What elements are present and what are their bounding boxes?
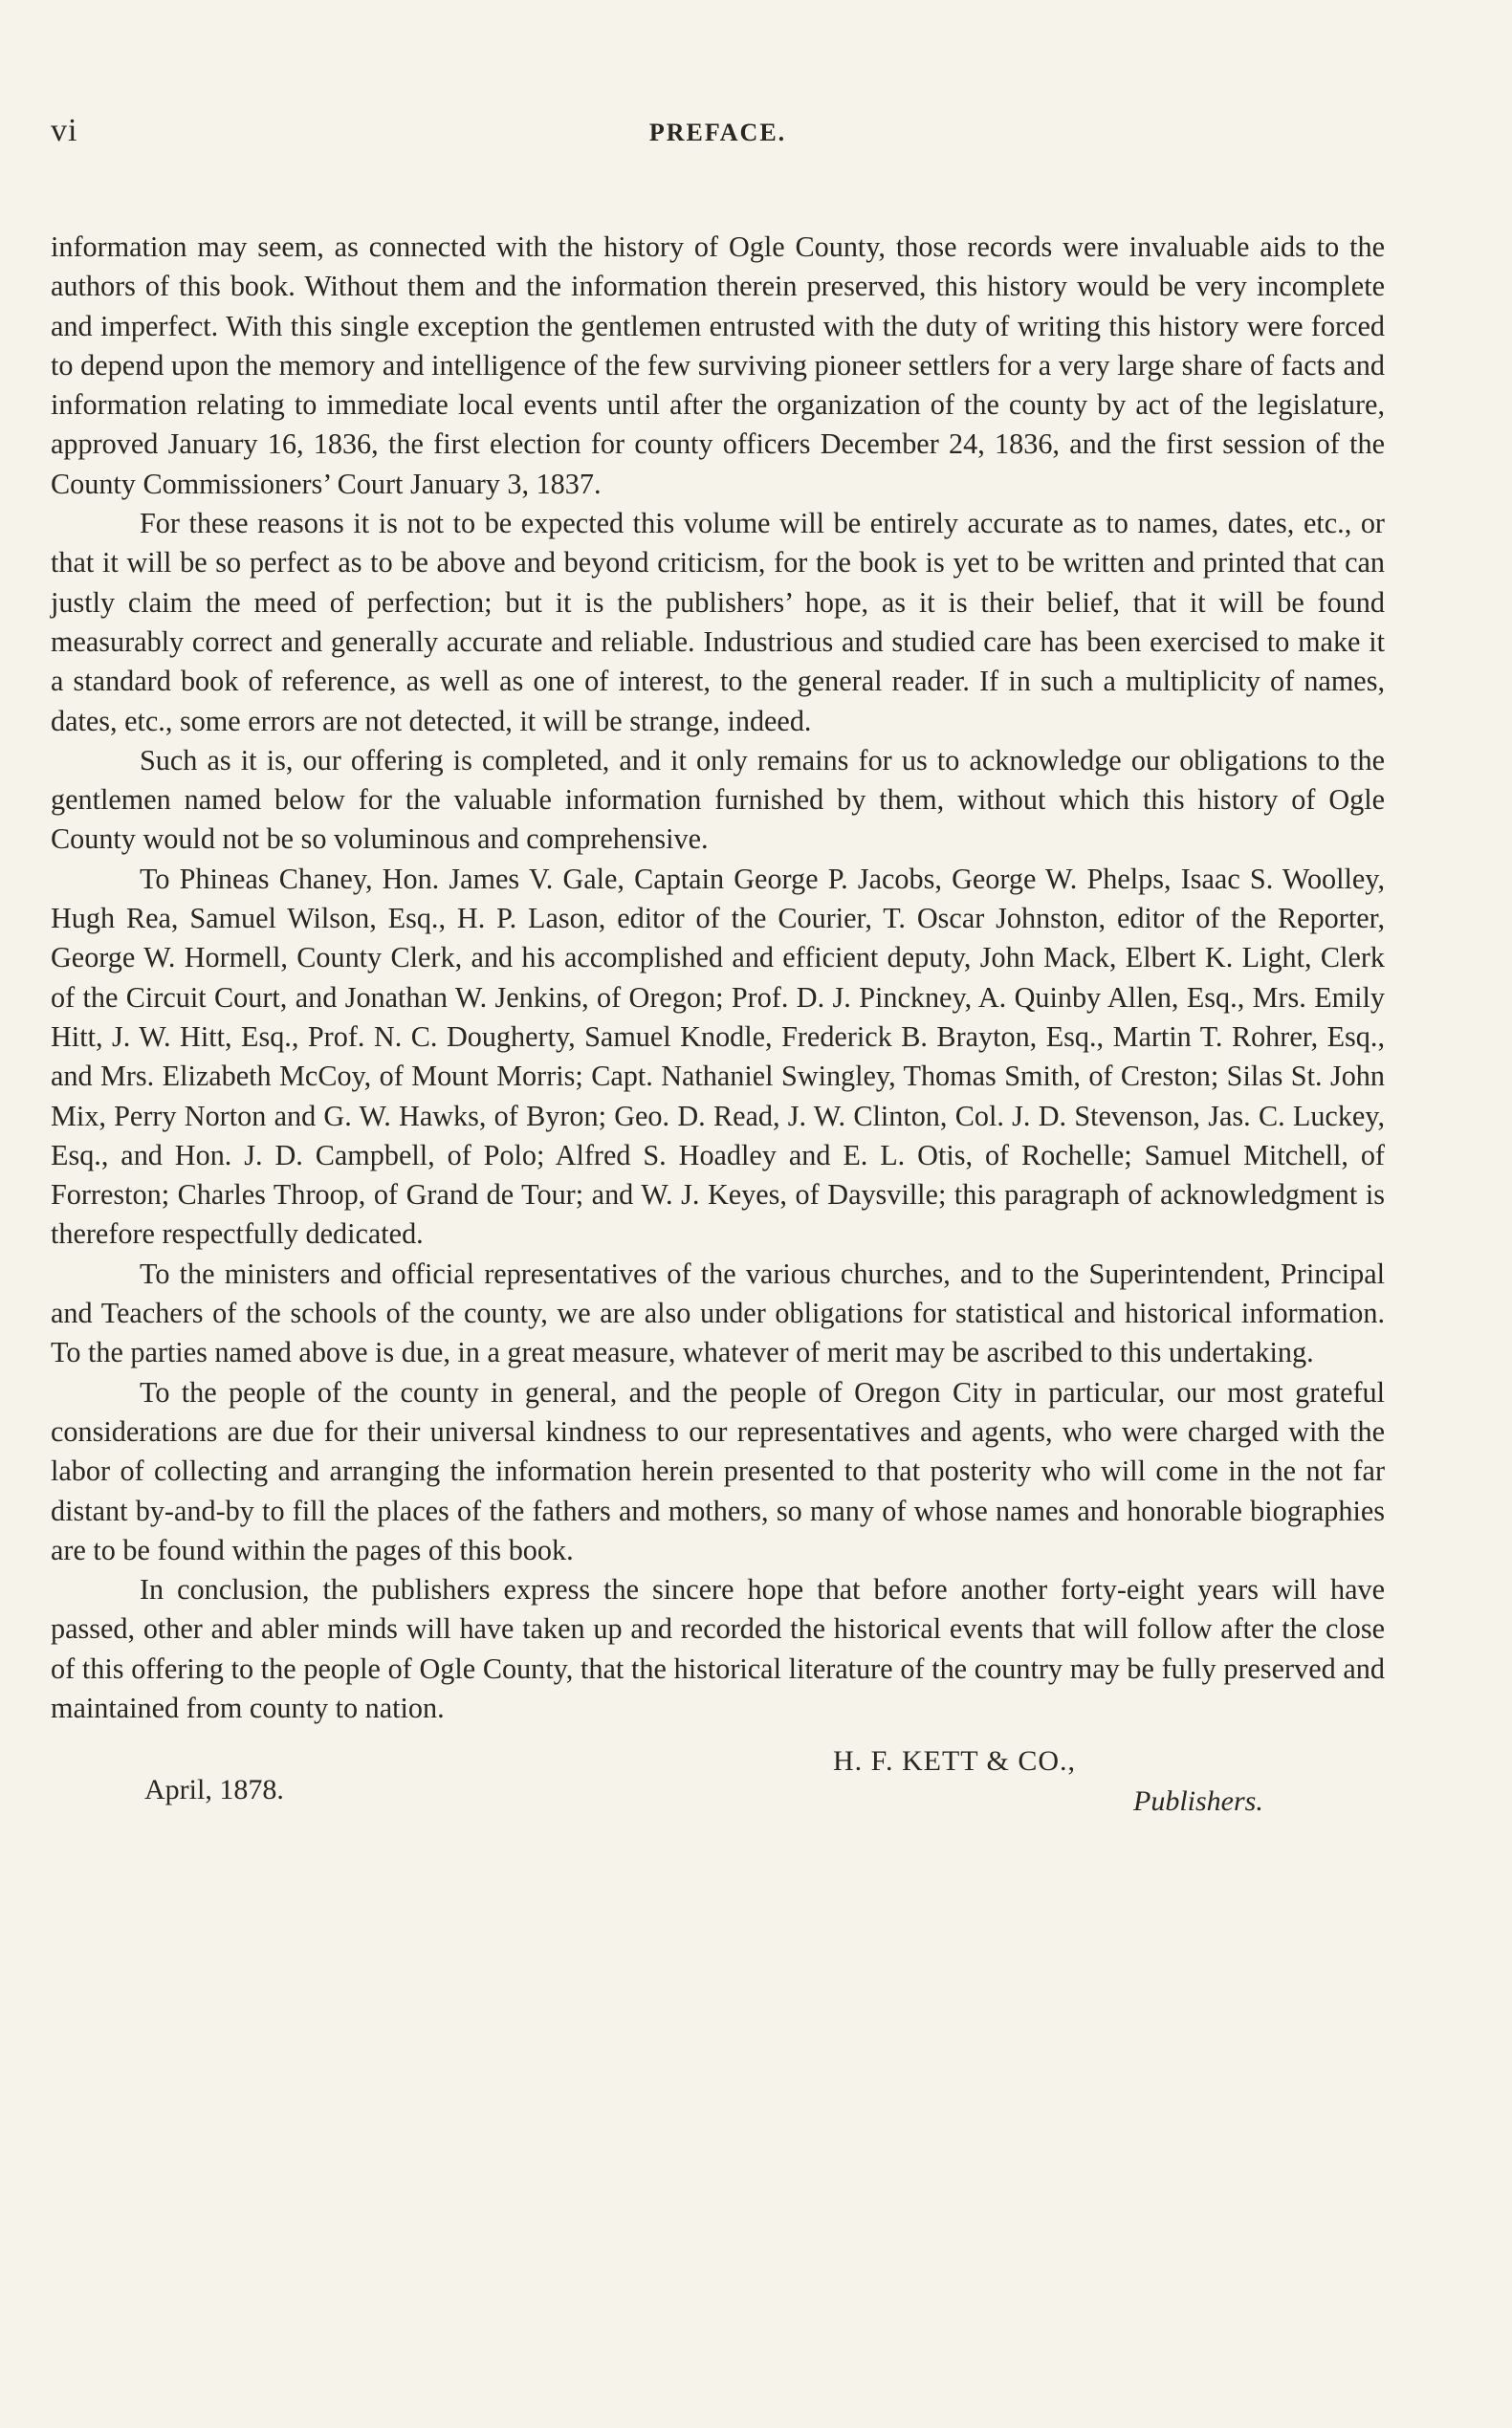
- paragraph-acknowledgments: To Phineas Chaney, Hon. James V. Gale, Captain George P. Jacobs, George W. Phelps, Isaac S. Woolley, Hugh Rea, Samuel Wilson, Esq., H. P. Lason, editor of the Courier, T. Oscar Johnston, editor of the Reporter, George W. Hormell, County Clerk, and his accomplished and efficient deputy, John Mack, Elbert K. Light, Clerk of the Circuit Court, and Jonathan W. Jenkins, of Oregon; Prof. D. J. Pinckney, A. Quinby Allen, Esq., Mrs. Emily Hitt, J. W. Hitt, Esq., Prof. N. C. Dougherty, Samuel Knodle, Frederick B. Brayton, Esq., Martin T. Rohrer, Esq., and Mrs. Elizabeth McCoy, of Mount Morris; Capt. Nathaniel Swingley, Thomas Smith, of Creston; Silas St. John Mix, Perry Norton and G. W. Hawks, of Byron; Geo. D. Read, J. W. Clinton, Col. J. D. Stevenson, Jas. C. Luckey, Esq., and Hon. J. D. Campbell, of Polo; Alfred S. Hoadley and E. L. Otis, of Rochelle; Samuel Mitchell, of Forreston; Charles Throop, of Grand de Tour; and W. J. Keyes, of Daysville; this paragraph of acknowledgment is therefore respectfully dedicated.: [51, 862, 1385, 1251]
- page-body: [51, 228, 1385, 1728]
- paragraph-1: information may seem, as connected with the history of Ogle County, those records were invaluable aids to the authors of this book. Without them and the information therein preserved, this history would be very incomplete and imperfect. With this single exception the gentlemen entrusted with the duty of writing this history were forced to depend upon the memory and intelligence of the few surviving pioneer settlers for a very large share of facts and information relating to immediate local events until after the organization of the county by act of the legislature, approved January 16, 1836, the first election for county officers December 24, 1836, and the first session of the County Commissioners’ Court January 3, 1837.: [51, 230, 1385, 500]
- publisher-name: H. F. KETT & CO.,: [833, 1745, 1077, 1778]
- paragraph-2: For these reasons it is not to be expected this volume will be entirely accurate as to names, dates, etc., or that it will be so perfect as to be above and beyond criticism, for the book is yet to be written and printed that can justly claim the meed of perfection; but it is the publishers’ hope, as it is their belief, that it will be found measurably correct and generally accurate and reliable. Industrious and studied care has been exercised to make it a standard book of reference, as well as one of interest, to the general reader. If in such a multiplicity of names, dates, etc., some errors are not detected, it will be strange, indeed.: [51, 507, 1385, 737]
- publisher-role: Publishers.: [1133, 1785, 1263, 1818]
- paragraph-6: To the people of the county in general, and the people of Oregon City in particular, our most grateful considerations are due for their universal kindness to our representatives and agents, who were charged with the labor of collecting and arranging the information herein presented to that posterity who will come in the not far distant by-and-by to fill the places of the fathers and mothers, so many of whose names and honorable biographies are to be found within the pages of this book.: [51, 1375, 1385, 1566]
- page-number: vi: [51, 113, 78, 148]
- book-page: [51, 105, 1385, 1860]
- paragraph-5: To the ministers and official representatives of the various churches, and to the Superintendent, Principal and Teachers of the schools of the county, we are also under obligations for statistical and historical information. To the parties named above is due, in a great measure, whatever of merit may be ascribed to this undertaking.: [51, 1257, 1385, 1369]
- signature-block: [51, 1745, 1385, 1860]
- paragraph-3: Such as it is, our offering is completed, and it only remains for us to acknowledge our obligations to the gentlemen named below for the valuable information furnished by them, without which this history of Ogle County would not be so voluminous and comprehensive.: [51, 743, 1385, 856]
- running-title: PREFACE.: [648, 119, 787, 146]
- paragraph-conclusion: In conclusion, the publishers express the sincere hope that before another forty-eight years will have passed, other and abler minds will have taken up and recorded the historical events that will follow after the close of this offering to the people of Ogle County, that the historical literature of the country may be fully preserved and maintained from county to nation.: [51, 1573, 1385, 1724]
- preface-date: April, 1878.: [144, 1774, 284, 1806]
- page-header: [51, 105, 1385, 163]
